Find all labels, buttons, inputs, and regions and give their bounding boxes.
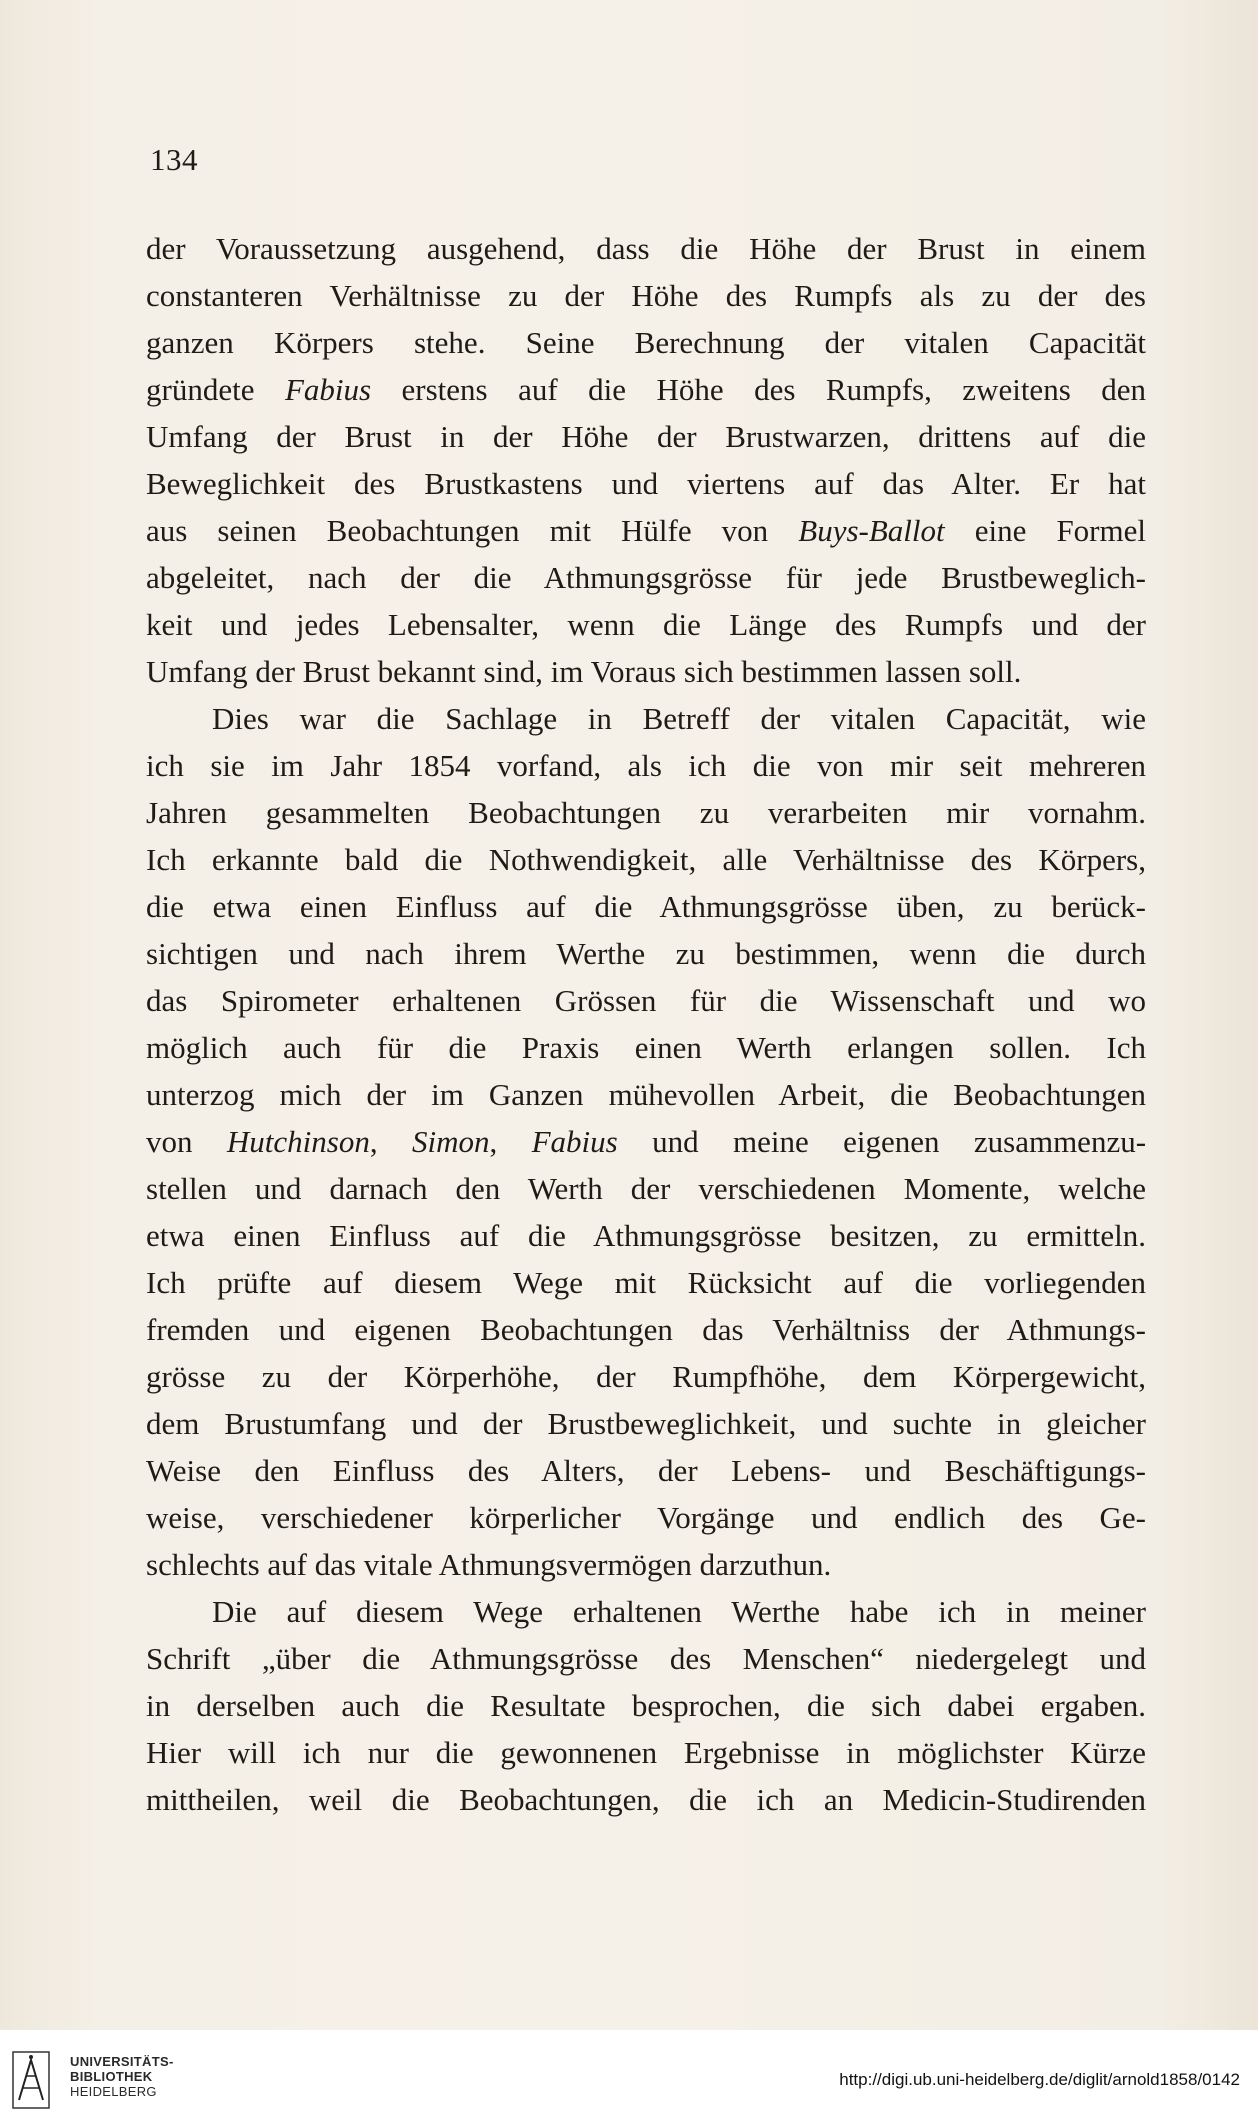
text-run: aus seinen Beobachtungen mit Hülfe von <box>146 513 799 548</box>
text-line <box>146 1212 1146 1259</box>
italic-name: Buys-Ballot <box>798 513 945 548</box>
text-run: von <box>146 1124 227 1159</box>
text-line <box>146 1353 1146 1400</box>
text-run: Beweglichkeit des Brustkastens und viertens auf das Alter. Er hat <box>146 466 1146 501</box>
text-line <box>146 1776 1146 1823</box>
footer-bar <box>0 2030 1258 2126</box>
text-line <box>146 460 1146 507</box>
text-run: Jahren gesammelten Beobachtungen zu verarbeiten mir vornahm. <box>146 795 1146 830</box>
body-text <box>146 225 1146 1823</box>
text-line <box>146 742 1146 789</box>
text-run: ich sie im Jahr 1854 vorfand, als ich die von mir seit mehreren <box>146 748 1146 783</box>
text-line <box>146 695 1146 742</box>
text-line <box>146 1400 1146 1447</box>
text-line <box>146 1024 1146 1071</box>
text-run: möglich auch für die Praxis einen Werth erlangen sollen. Ich <box>146 1030 1146 1065</box>
text-line <box>146 225 1146 272</box>
text-line <box>146 1071 1146 1118</box>
text-line <box>146 930 1146 977</box>
text-line <box>146 1165 1146 1212</box>
text-line <box>146 1494 1146 1541</box>
text-run: Schrift „über die Athmungsgrösse des Menschen“ niedergelegt und <box>146 1641 1146 1676</box>
source-url-link[interactable]: http://digi.ub.uni-heidelberg.de/diglit/arnold1858/0142 <box>839 2070 1240 2089</box>
text-run: Hier will ich nur die gewonnenen Ergebnisse in möglichster Kürze <box>146 1735 1146 1770</box>
page-number: 134 <box>150 142 198 177</box>
text-line <box>146 648 1146 695</box>
text-line <box>146 272 1146 319</box>
text-line <box>146 1729 1146 1776</box>
italic-name: Fabius <box>531 1124 618 1159</box>
text-run: Ich prüfte auf diesem Wege mit Rücksicht auf die vorliegenden <box>146 1265 1146 1300</box>
text-line <box>146 1588 1146 1635</box>
text-run: weise, verschiedener körperlicher Vorgänge und endlich des Ge- <box>146 1500 1146 1535</box>
text-run: eine Formel <box>944 513 1146 548</box>
text-line <box>146 1682 1146 1729</box>
italic-name: Simon <box>411 1124 490 1159</box>
library-name-line: HEIDELBERG <box>70 2084 157 2099</box>
library-name <box>70 2054 174 2099</box>
text-line <box>146 1259 1146 1306</box>
text-run: in derselben auch die Resultate besprochen, die sich dabei ergaben. <box>146 1688 1146 1723</box>
text-run: und meine eigenen zusammenzu- <box>617 1124 1147 1159</box>
text-line <box>146 883 1146 930</box>
text-run: erstens auf die Höhe des Rumpfs, zweitens den <box>371 372 1146 407</box>
text-run: etwa einen Einfluss auf die Athmungsgrösse besitzen, zu ermitteln. <box>146 1218 1146 1253</box>
text-run: abgeleitet, nach der die Athmungsgrösse für jede Brustbeweglich- <box>146 560 1146 595</box>
text-run: Dies war die Sachlage in Betreff der vitalen Capacität, wie <box>212 701 1146 736</box>
text-run: Umfang der Brust in der Höhe der Brustwarzen, drittens auf die <box>146 419 1146 454</box>
text-line <box>146 507 1146 554</box>
text-run: sichtigen und nach ihrem Werthe zu bestimmen, wenn die durch <box>146 936 1146 971</box>
italic-name: Hutchinson <box>226 1124 370 1159</box>
text-run: das Spirometer erhaltenen Grössen für die Wissenschaft und wo <box>146 983 1146 1018</box>
text-line <box>146 977 1146 1024</box>
text-run: dem Brustumfang und der Brustbeweglichkeit, und suchte in gleicher <box>146 1406 1146 1441</box>
text-line <box>146 366 1146 413</box>
text-run: ganzen Körpers stehe. Seine Berechnung der vitalen Capacität <box>146 325 1146 360</box>
italic-name: Fabius <box>284 372 372 407</box>
text-run: der Voraussetzung ausgehend, dass die Höhe der Brust in einem <box>146 231 1146 266</box>
text-line <box>146 601 1146 648</box>
text-run: Die auf diesem Wege erhaltenen Werthe habe ich in meiner <box>212 1594 1146 1629</box>
text-run: fremden und eigenen Beobachtungen das Verhältniss der Athmungs- <box>146 1312 1146 1347</box>
text-run: unterzog mich der im Ganzen mühevollen Arbeit, die Beobachtungen <box>146 1077 1146 1112</box>
text-run: , <box>489 1124 532 1159</box>
text-run: Weise den Einfluss des Alters, der Lebens- und Beschäftigungs- <box>146 1453 1146 1488</box>
text-line <box>146 789 1146 836</box>
text-line <box>146 1541 1146 1588</box>
library-name-line: UNIVERSITÄTS- <box>70 2054 174 2069</box>
text-line <box>146 1635 1146 1682</box>
text-run: stellen und darnach den Werth der verschiedenen Momente, welche <box>146 1171 1146 1206</box>
text-run: constanteren Verhältnisse zu der Höhe des Rumpfs als zu der des <box>146 278 1146 313</box>
text-line <box>146 1306 1146 1353</box>
text-run: keit und jedes Lebensalter, wenn die Länge des Rumpfs und der <box>146 607 1146 642</box>
library-name-line: BIBLIOTHEK <box>70 2069 153 2084</box>
text-run: , <box>369 1124 412 1159</box>
text-run: mittheilen, weil die Beobachtungen, die ich an Medicin-Studirenden <box>146 1782 1146 1817</box>
text-run: gründete <box>146 372 285 407</box>
text-run: grösse zu der Körperhöhe, der Rumpfhöhe, dem Körpergewicht, <box>146 1359 1146 1394</box>
text-line <box>146 554 1146 601</box>
text-line <box>146 319 1146 366</box>
text-run: die etwa einen Einfluss auf die Athmungsgrösse üben, zu berück- <box>146 889 1146 924</box>
text-run: schlechts auf das vitale Athmungsvermögen darzuthun. <box>146 1547 832 1582</box>
text-line <box>146 1118 1146 1165</box>
text-line <box>146 413 1146 460</box>
text-run: Umfang der Brust bekannt sind, im Voraus sich bestimmen lassen soll. <box>146 654 1022 689</box>
university-library-logo-icon <box>12 2048 52 2112</box>
text-line <box>146 836 1146 883</box>
text-line <box>146 1447 1146 1494</box>
text-run: Ich erkannte bald die Nothwendigkeit, alle Verhältnisse des Körpers, <box>146 842 1146 877</box>
